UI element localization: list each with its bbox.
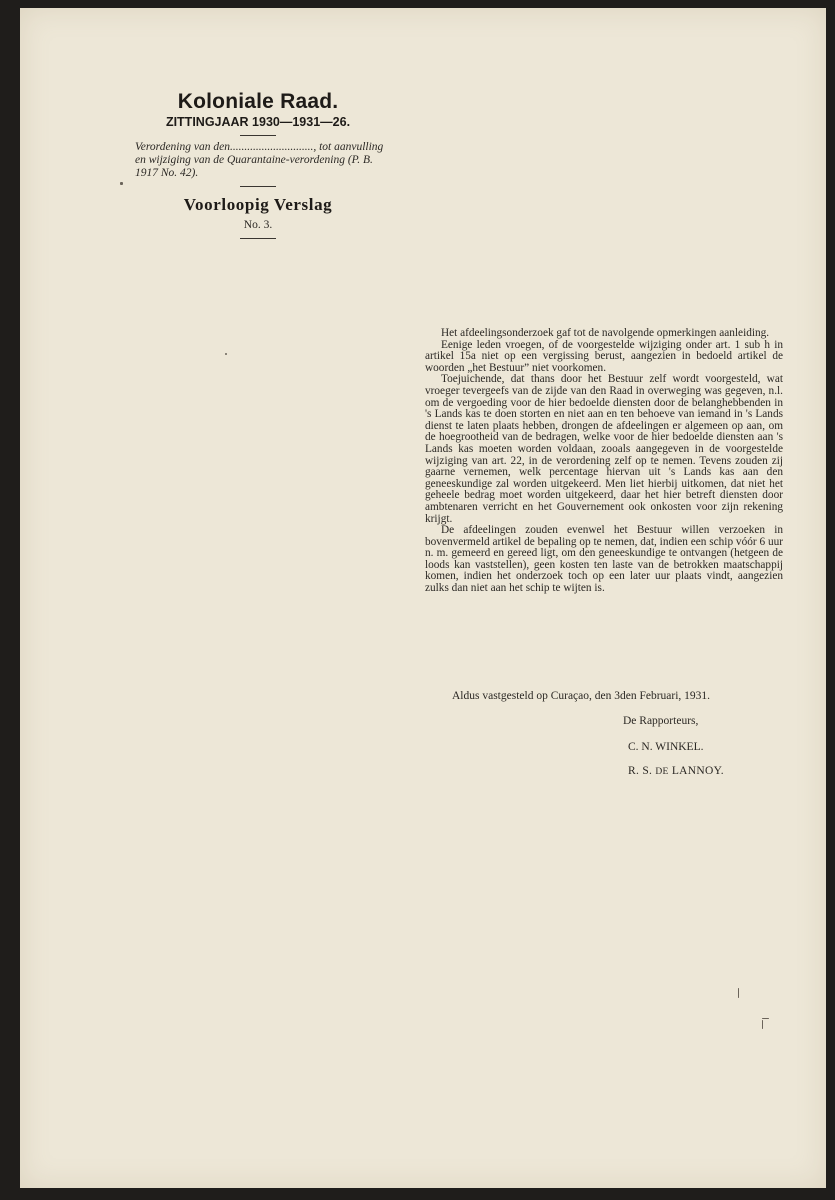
divider — [240, 135, 276, 136]
paragraph: Toejuichende, dat thans door het Bestuur zelf wordt voorgesteld, wat vroeger tevergeefs van de zijde van den Raad in overweging was gegeven, n.l. om de vergoeding voor de hier bedoelde diensten door de belanghebbenden in 's Lands kas te doen storten en niet aan en ten behoeve van iemand in 's Lands dienst te laten plaats hebben, drongen de afdeelingen er algemeen op aan, om de hoegrootheid van de bedragen, welke voor de hier bedoelde diensten aan 's Lands kas moeten worden voldaan, zooals aangegeven in de voorgestelde wijziging van art. 22, in de verordening zelf op te nemen. Tevens zouden zij gaarne vernemen, welk percentage hiervan uit 's Lands kas aan den geneeskundige zal worden uitgekeerd. Men liet hierbij uitkomen, dat niet het geheele bedrag moet worden uitgekeerd, daar het hier betreft diensten door ambtenaren verricht en het Gouvernement ook onkosten voor zijn rekening krijgt. — [425, 373, 783, 525]
paragraph: De afdeelingen zouden evenwel het Bestuur willen verzoeken in bovenvermeld artikel de bepaling op te nemen, dat, indien een schip vóór 6 uur n. m. gemeerd en gereed ligt, om den geneeskundige te ontvangen (hetgeen de loods kan vaststellen), geen kosten ten laste van de betrokken maatschappij komen, indien het onderzoek toch op een later uur plaats vindt, aangezien zulks dan niet aan het schip te wijten is. — [425, 524, 783, 595]
report-number: No. 3. — [243, 219, 273, 231]
council-title: Koloniale Raad. — [177, 90, 339, 113]
paper-speck — [225, 353, 227, 355]
divider — [240, 238, 276, 239]
rapporteurs-label: De Rapporteurs, — [623, 715, 699, 727]
paragraph: Het afdeelingsonderzoek gaf tot de navolgende opmerkingen aanleiding. — [441, 327, 770, 339]
paper-speck — [738, 988, 739, 998]
document-header — [123, 90, 393, 244]
rapporteur-name — [628, 765, 724, 777]
report-body — [425, 328, 783, 595]
document-page — [20, 8, 826, 1188]
rapporteur-surname: LANNOY. — [671, 765, 724, 777]
closing-statement: Aldus vastgesteld op Curaçao, den 3den Februari, 1931. — [452, 690, 711, 702]
session-year: ZITTINGJAAR 1930—1931—26. — [165, 115, 351, 129]
rapporteur-initials: R. S. — [628, 765, 653, 777]
paper-speck — [762, 1020, 763, 1029]
paragraph: Eenige leden vroegen, of de voorgestelde wijziging onder art. 1 sub h in artikel 15a niet op een vergissing berust, aangezien in bedoeld artikel de woorden „het Bestuur” niet voorkomen. — [425, 338, 783, 374]
rapporteur-name: C. N. WINKEL. — [628, 741, 704, 753]
report-title: Voorloopig Verslag — [183, 195, 333, 214]
rapporteur-particle: DE — [655, 767, 669, 777]
paper-speck — [120, 182, 123, 185]
ordinance-subject: Verordening van den............................., tot aanvulling en wijziging van de Quarantaine-verordening (P. B. 1917 No. 42). — [135, 141, 384, 179]
paper-speck — [762, 1018, 769, 1019]
divider — [240, 186, 276, 187]
